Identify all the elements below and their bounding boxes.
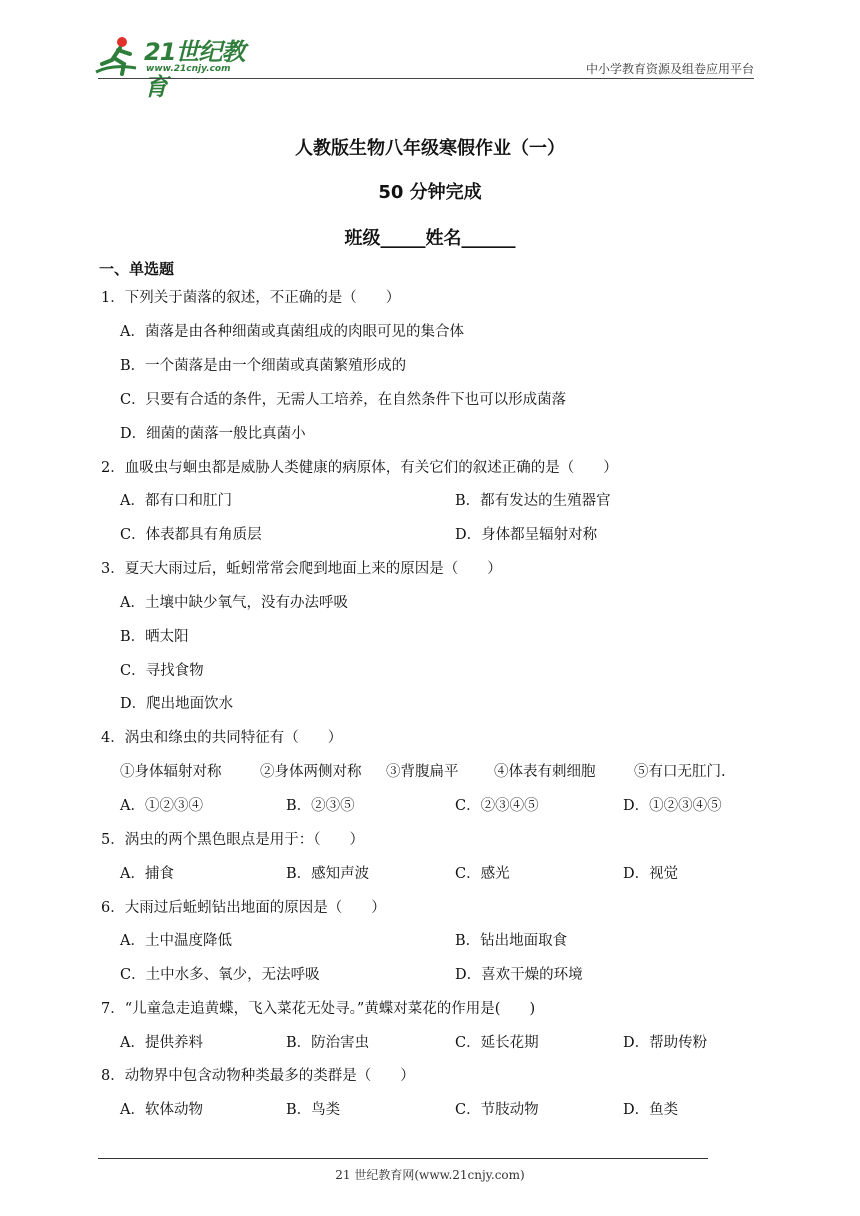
section-heading: 一、单选题 (99, 260, 175, 278)
logo-url: www.21cnjy.com (146, 64, 231, 74)
question-stem: 4．涡虫和绦虫的共同特征有（ ） (101, 730, 343, 746)
option-b: B．钻出地面取食 (455, 933, 568, 949)
question-stem: 2．血吸虫与蛔虫都是威胁人类健康的病原体，有关它们的叙述正确的是（ ） (101, 460, 618, 476)
option-a: A．捕食 (120, 866, 174, 882)
option-b: B．感知声波 (286, 866, 370, 882)
option-b: B．晒太阳 (120, 629, 189, 645)
footer-divider (98, 1158, 708, 1159)
option-a: A．提供养料 (120, 1035, 203, 1051)
option-b: B．②③⑤ (286, 798, 355, 814)
question-stem: 7．“儿童急走追黄蝶，飞入菜花无处寻。”黄蝶对菜花的作用是( ) (101, 1001, 536, 1017)
option-c: C．②③④⑤ (455, 798, 539, 814)
option-d: D．喜欢干燥的环境 (455, 967, 583, 983)
option-c: C．只要有合适的条件，无需人工培养，在自然条件下也可以形成菌落 (120, 392, 567, 408)
option-b: B．鸟类 (286, 1102, 341, 1118)
option-d: D．视觉 (623, 866, 679, 882)
page-subtitle: 50 分钟完成 (378, 182, 482, 203)
page-title: 人教版生物八年级寒假作业（一） (295, 138, 565, 159)
option-d: D．帮助传粉 (623, 1035, 708, 1051)
option-a: A．软体动物 (120, 1102, 203, 1118)
option-d: D．爬出地面饮水 (120, 696, 234, 712)
question-stem: 8．动物界中包含动物种类最多的类群是（ ） (101, 1068, 415, 1084)
option-a: A．土壤中缺少氧气，没有办法呼吸 (120, 595, 348, 611)
question-stem: 3．夏天大雨过后，蚯蚓常常会爬到地面上来的原因是（ ） (101, 561, 502, 577)
question-stem: 6．大雨过后蚯蚓钻出地面的原因是（ ） (101, 900, 386, 916)
class-name-line: 班级_____姓名______ (344, 228, 516, 249)
option-b: B．一个菌落是由一个细菌或真菌繁殖形成的 (120, 358, 407, 374)
statement-item: ④体表有刺细胞 (494, 764, 596, 780)
option-d: D．鱼类 (623, 1102, 679, 1118)
option-b: B．都有发达的生殖器官 (455, 493, 611, 509)
logo (92, 34, 262, 101)
page-header (0, 0, 860, 101)
option-a: A．菌落是由各种细菌或真菌组成的肉眼可见的集合体 (120, 324, 464, 340)
option-d: D．①②③④⑤ (623, 798, 722, 814)
statement-item: ①身体辐射对称 (120, 764, 222, 780)
question-stem: 1．下列关于菌落的叙述，不正确的是（ ） (101, 290, 401, 306)
option-c: C．土中水多、氧少，无法呼吸 (120, 967, 320, 983)
option-a: A．土中温度降低 (120, 933, 232, 949)
platform-label: 中小学教育资源及组卷应用平台 (585, 62, 754, 76)
option-c: C．节肢动物 (455, 1102, 539, 1118)
question-stem: 5．涡虫的两个黑色眼点是用于：（ ） (101, 832, 364, 848)
option-a: A．①②③④ (120, 798, 203, 814)
option-d: D．身体都呈辐射对称 (455, 527, 598, 543)
option-d: D．细菌的菌落一般比真菌小 (120, 426, 306, 442)
statement-item: ⑤有口无肛门. (634, 764, 726, 780)
runner-logo-icon (92, 34, 148, 78)
option-a: A．都有口和肛门 (120, 493, 232, 509)
page-footer: 21 世纪教育网(www.21cnjy.com) (335, 1168, 525, 1182)
option-c: C．延长花期 (455, 1035, 539, 1051)
statement-item: ③背腹扁平 (386, 764, 459, 780)
option-c: C．感光 (455, 866, 510, 882)
option-c: C．寻找食物 (120, 663, 204, 679)
option-c: C．体表都具有角质层 (120, 527, 262, 543)
statement-item: ②身体两侧对称 (260, 764, 362, 780)
option-b: B．防治害虫 (286, 1035, 370, 1051)
header-divider (98, 78, 754, 79)
logo-text: 21世纪教育 (144, 38, 245, 101)
